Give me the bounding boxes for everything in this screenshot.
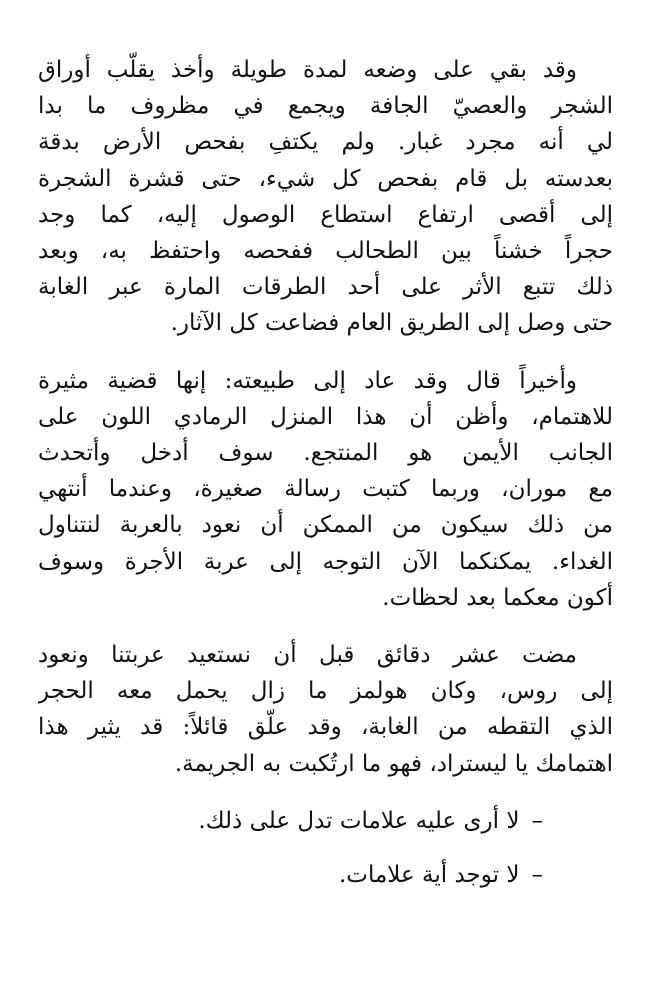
text-line: للاهتمام، وأظن أن هذا المنزل الرمادي اللون على [38, 403, 613, 430]
text-line: حتى وصل إلى الطريق العام فضاعت كل الآثار. [170, 310, 613, 337]
paragraph-1 [38, 52, 613, 342]
text-line: إلى روس، وكان هولمز ما زال يحمل معه الحجر [38, 678, 613, 705]
text-line: بعدسته بل قام بفحص كل شيء، حتى قشرة الشجرة [38, 165, 613, 192]
text-line: مضت عشر دقائق قبل أن نستعيد عربتنا ونعود [38, 642, 577, 669]
text-line: الجانب الأيمن هو المنتجع. سوف أدخل وأتحدث [38, 440, 613, 467]
text-line: وأخيراً قال وقد عاد إلى طبيعته: إنها قضية مثيرة [38, 367, 577, 394]
dialogue-dash: – [531, 861, 543, 888]
text-line: ذلك تتبع الأثر على أحد الطرقات المارة عبر الغابة [38, 274, 613, 301]
text-line: إلى أقصى ارتفاع استطاع الوصول إليه، كما وجد [38, 201, 613, 228]
text-line: اهتمامك يا ليستراد، فهو ما ارتُكبت به الجريمة. [174, 750, 613, 777]
text-line: الشجر والعصيّ الجافة ويجمع في مظروف ما بدا [38, 93, 613, 120]
text-line: الذي التقطه من الغابة، وقد علّق قائلاً: قد يثير هذا [38, 714, 613, 741]
dialogue-text: لا توجد أية علامات. [339, 861, 520, 888]
paragraph-2 [38, 363, 613, 616]
paragraph-3 [38, 637, 613, 782]
text-line: لي أنه مجرد غبار. ولم يكتفِ بفحص الأرض بدقة [38, 129, 613, 156]
dialogue-text: لا أرى عليه علامات تدل على ذلك. [198, 807, 520, 834]
text-line: الغداء. يمكنكما الآن التوجه إلى عربة الأجرة وسوف [38, 548, 613, 575]
text-line: وقد بقي على وضعه لمدة طويلة وأخذ يقلّب أوراق [38, 57, 577, 83]
text-line: مع موران، وربما كتبت رسالة صغيرة، وعندما أنتهي [38, 476, 613, 503]
text-line: من ذلك سيكون من الممكن أن نعود بالعربة لنتناول [38, 512, 613, 539]
dialogue-line-2 [38, 857, 613, 893]
dialogue-dash: – [531, 807, 543, 834]
dialogue-line-1 [38, 803, 613, 839]
text-line: أكون معكما بعد لحظات. [382, 584, 613, 611]
text-line: حجراً خشناً بين الطحالب ففحصه واحتفظ به، وبعد [38, 238, 613, 265]
